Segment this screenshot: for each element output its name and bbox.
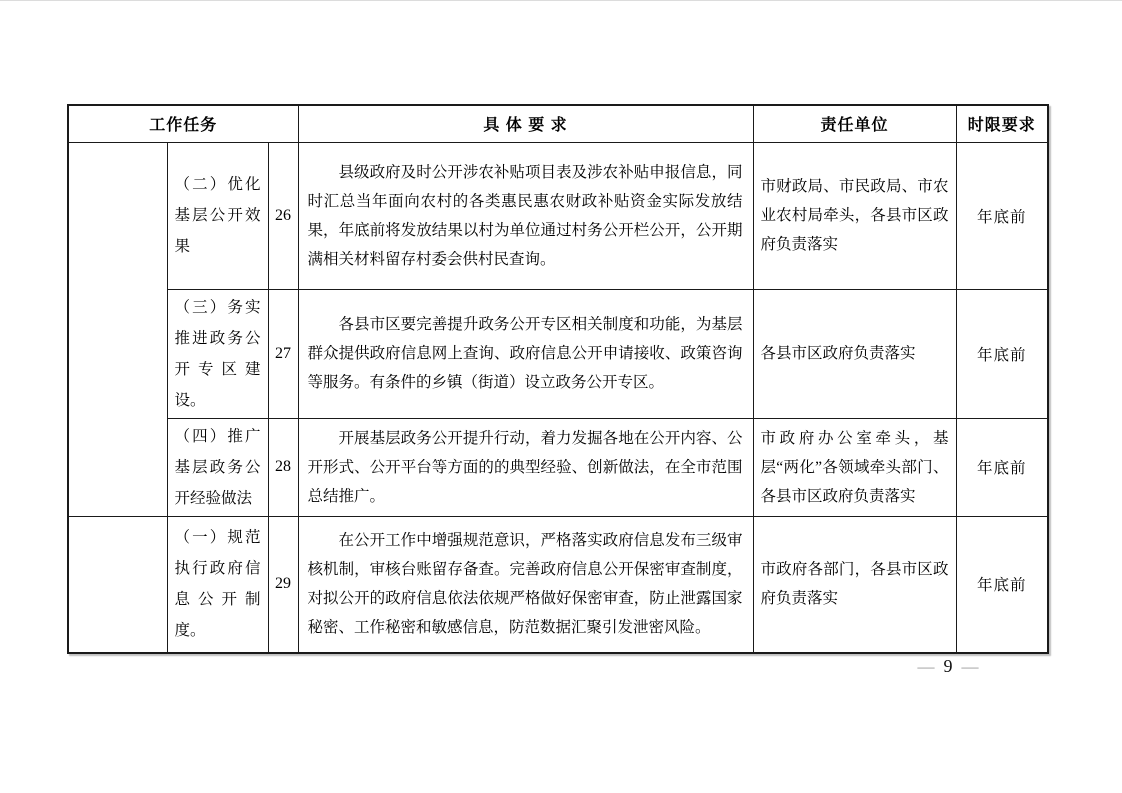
table-row: [68, 289, 1048, 418]
requirements-cell: [298, 142, 753, 289]
task-number-cell: 27: [268, 289, 298, 418]
requirements-cell: [298, 418, 753, 516]
requirements-cell: [298, 516, 753, 653]
header-requirements: 具 体 要 求: [298, 105, 753, 142]
table-header-row: [68, 105, 1048, 142]
responsible-unit-cell: 市政府办公室牵头，基层“两化”各领域牵头部门、各县市区政府负责落实: [753, 418, 956, 516]
page-number-value: 9: [943, 656, 953, 676]
deadline-cell: 年底前: [956, 142, 1048, 289]
requirements-text: 各县市区要完善提升政务公开专区相关制度和功能，为基层群众提供政府信息网上查询、政府信息公开申请接收、政策咨询等服务。有条件的乡镇（街道）设立政务公开专区。: [307, 316, 743, 391]
work-tasks-table: [67, 104, 1049, 654]
task-name-cell: （四）推广基层政务公开经验做法: [167, 418, 268, 516]
task-number-cell: 26: [268, 142, 298, 289]
deadline-cell: 年底前: [956, 418, 1048, 516]
requirements-text: 县级政府及时公开涉农补贴项目表及涉农补贴申报信息，同时汇总当年面向农村的各类惠民惠农财政补贴资金实际发放结果，年底前将发放结果以村为单位通过村务公开栏公开，公开期满相关材料留存村委会供村民查询。: [307, 163, 743, 268]
task-name-cell: （三）务实推进政务公开专区建设。: [167, 289, 268, 418]
task-number-cell: 28: [268, 418, 298, 516]
header-work-task: 工作任务: [68, 105, 298, 142]
page-top-divider: [0, 0, 1122, 1]
task-name-cell: （一）规范执行政府信息公开制度。: [167, 516, 268, 653]
table-row: [68, 418, 1048, 516]
page-number: [903, 656, 993, 677]
table-row: [68, 516, 1048, 653]
requirements-text: 在公开工作中增强规范意识，严格落实政府信息发布三级审核机制，审核台账留存备查。完善政府信息公开保密审查制度，对拟公开的政府信息依法依规严格做好保密审查，防止泄露国家秘密、工作秘密和敏感信息，防范数据汇聚引发泄密风险。: [307, 532, 743, 637]
deadline-cell: 年底前: [956, 516, 1048, 653]
page-number-dash-right: —: [961, 657, 979, 676]
responsible-unit-cell: 市政府各部门，各县市区政府负责落实: [753, 516, 956, 653]
header-responsible-unit: 责任单位: [753, 105, 956, 142]
requirements-cell: [298, 289, 753, 418]
responsible-unit-cell: 市财政局、市民政局、市农业农村局牵头，各县市区政府负责落实: [753, 142, 956, 289]
requirements-text: 开展基层政务公开提升行动，着力发掘各地在公开内容、公开形式、公开平台等方面的的典型经验、创新做法，在全市范围总结推广。: [307, 429, 743, 505]
category-cell-section-a: [68, 142, 167, 516]
header-deadline: 时限要求: [956, 105, 1048, 142]
responsible-unit-cell: 各县市区政府负责落实: [753, 289, 956, 418]
category-cell-section-b: [68, 516, 167, 653]
task-number-cell: 29: [268, 516, 298, 653]
task-name-cell: （二）优化基层公开效果: [167, 142, 268, 289]
page-number-dash-left: —: [917, 657, 935, 676]
table-row: [68, 142, 1048, 289]
deadline-cell: 年底前: [956, 289, 1048, 418]
